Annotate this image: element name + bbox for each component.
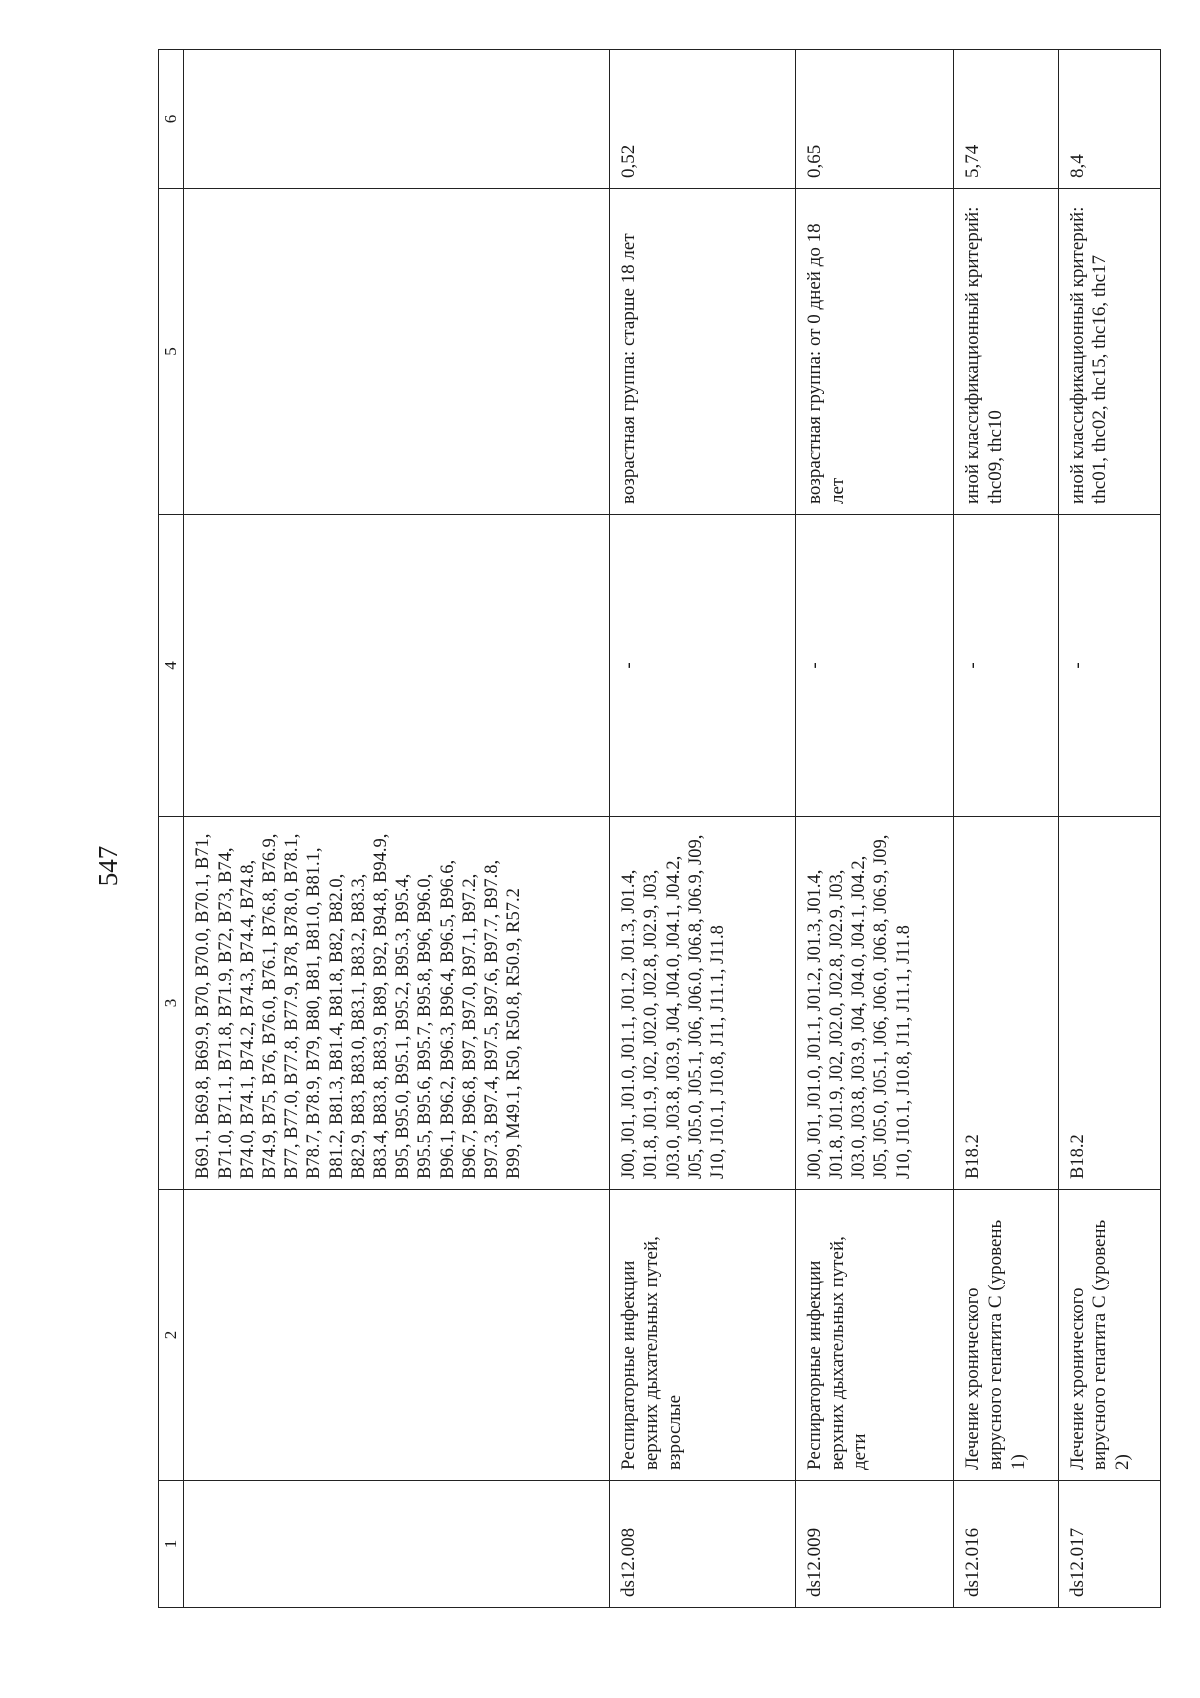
- cell-code: [184, 1481, 610, 1608]
- header-col-6: 6: [159, 50, 184, 189]
- cell-icd-codes: J00, J01, J01.0, J01.1, J01.2, J01.3, J01.4, J01.8, J01.9, J02, J02.0, J02.8, J02.9, J03, J03.0, J03.8, J03.9, J04, J04.0, J04.1, J04.2, J05, J05.0, J05.1, J06, J06.0, J06.8, J06.9, J09, J10, J10.1, J10.8, J11, J11.1, J11.8: [795, 817, 953, 1190]
- cell-code: ds12.009: [795, 1481, 953, 1608]
- cell-coefficient: 0,65: [795, 50, 953, 189]
- cell-col4: -: [954, 515, 1059, 817]
- cell-icd-codes: J00, J01, J01.0, J01.1, J01.2, J01.3, J01.4, J01.8, J01.9, J02, J02.0, J02.8, J02.9, J03, J03.0, J03.8, J03.9, J04, J04.0, J04.1, J04.2, J05, J05.0, J05.1, J06, J06.0, J06.8, J06.9, J09, J10, J10.1, J10.8, J11, J11.1, J11.8: [610, 817, 796, 1190]
- header-col-1: 1: [159, 1481, 184, 1608]
- table-row: [184, 50, 610, 1608]
- cell-icd-codes: B69.1, B69.8, B69.9, B70, B70.0, B70.1, B71, B71.0, B71.1, B71.8, B71.9, B72, B73, B74, B74.0, B74.1, B74.2, B74.3, B74.4, B74.8, B74.9, B75, B76, B76.0, B76.1, B76.8, B76.9, B77, B77.0, B77.8, B77.9, B78, B78.0, B78.1, B78.7, B78.9, B79, B80, B81, B81.0, B81.1, B81.2, B81.3, B81.4, B81.8, B82, B82.0, B82.9, B83, B83.0, B83.1, B83.2, B83.3, B83.4, B83.8, B83.9, B89, B92, B94.8, B94.9, B95, B95.0, B95.1, B95.2, B95.3, B95.4, B95.5, B95.6, B95.7, B95.8, B96, B96.0, B96.1, B96.2, B96.3, B96.4, B96.5, B96.6, B96.7, B96.8, B97, B97.0, B97.1, B97.2, B97.3, B97.4, B97.5, B97.6, B97.7, B97.8, B99, M49.1, R50, R50.8, R50.9, R57.2: [184, 817, 610, 1190]
- cell-name: [184, 1190, 610, 1481]
- cell-criteria: возрастная группа: от 0 дней до 18 лет: [795, 189, 953, 515]
- cell-coefficient: 0,52: [610, 50, 796, 189]
- cell-col4: -: [1058, 515, 1160, 817]
- cell-code: ds12.008: [610, 1481, 796, 1608]
- table-row: [610, 50, 796, 1608]
- cell-icd-codes: B18.2: [954, 817, 1059, 1190]
- table-row: [1058, 50, 1160, 1608]
- table-container: [158, 50, 1161, 1608]
- tariff-table: [158, 49, 1161, 1608]
- cell-coefficient: 5,74: [954, 50, 1059, 189]
- page-number: 547: [92, 845, 123, 887]
- cell-col4: -: [610, 515, 796, 817]
- table-row: [954, 50, 1059, 1608]
- cell-col4: [184, 515, 610, 817]
- cell-code: ds12.016: [954, 1481, 1059, 1608]
- cell-coefficient: 8,4: [1058, 50, 1160, 189]
- header-col-5: 5: [159, 189, 184, 515]
- cell-name: Респираторные инфекции верхних дыхательных путей, дети: [795, 1190, 953, 1481]
- table-row: [795, 50, 953, 1608]
- cell-icd-codes: B18.2: [1058, 817, 1160, 1190]
- cell-col4: -: [795, 515, 953, 817]
- cell-criteria: иной классификационный критерий: thc01, thc02, thc15, thc16, thc17: [1058, 189, 1160, 515]
- rotated-table: [158, 50, 1161, 1608]
- cell-criteria: [184, 189, 610, 515]
- cell-name: Лечение хронического вирусного гепатита С (уровень 1): [954, 1190, 1059, 1481]
- header-col-3: 3: [159, 817, 184, 1190]
- header-row: [159, 50, 184, 1608]
- cell-coefficient: [184, 50, 610, 189]
- header-col-4: 4: [159, 515, 184, 817]
- cell-name: Лечение хронического вирусного гепатита С (уровень 2): [1058, 1190, 1160, 1481]
- cell-criteria: возрастная группа: старше 18 лет: [610, 189, 796, 515]
- cell-criteria: иной классификационный критерий: thc09, thc10: [954, 189, 1059, 515]
- cell-name: Респираторные инфекции верхних дыхательных путей, взрослые: [610, 1190, 796, 1481]
- header-col-2: 2: [159, 1190, 184, 1481]
- cell-code: ds12.017: [1058, 1481, 1160, 1608]
